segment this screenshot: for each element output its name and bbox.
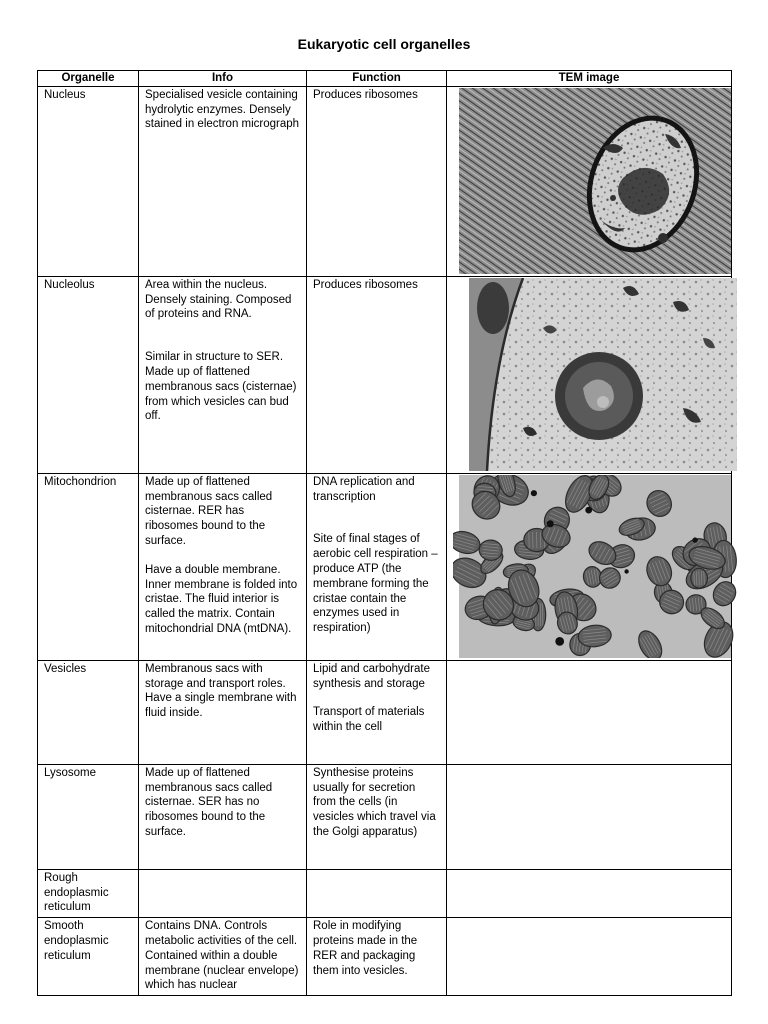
mitochondria-micrograph (453, 475, 737, 658)
function-cell (307, 660, 447, 764)
organelle-cell: Smooth endoplasmic reticulum (38, 918, 139, 996)
header-function: Function (307, 71, 447, 87)
function-cell (307, 276, 447, 473)
info-cell (139, 276, 307, 473)
function-text: Synthesise proteins usually for secretion from the cells (in vesicles which travel via the Golgi apparatus) (313, 766, 436, 838)
table-row (38, 473, 732, 660)
tem-image-cell (447, 473, 732, 660)
function-cell (307, 869, 447, 917)
organelle-cell: Rough endoplasmic reticulum (38, 869, 139, 917)
table-row (38, 86, 732, 276)
dense-granule (531, 490, 537, 496)
function-text: Lipid and carbohydrate synthesis and storage (313, 662, 430, 690)
header-info: Info (139, 71, 307, 87)
dense-granule (624, 569, 628, 573)
tem-image-cell (447, 869, 732, 917)
nucleolus-micrograph (453, 278, 737, 471)
page-title: Eukaryotic cell organelles (297, 36, 471, 52)
info-text: Made up of flattened membranous sacs called cisternae. RER has ribosomes bound to the surface. (145, 475, 273, 547)
function-text: Site of final stages of aerobic cell respiration – produce ATP (the membrane forming the cristae contain the enzymes used in respiration) (313, 533, 438, 635)
function-text: Produces ribosomes (313, 278, 418, 291)
function-text: DNA replication and transcription (313, 475, 415, 503)
tem-image-cell (447, 764, 732, 869)
dense-granule (585, 506, 592, 513)
organelle-cell: Nucleus (38, 86, 139, 276)
header-organelle: Organelle (38, 71, 139, 87)
info-cell (139, 86, 307, 276)
function-cell (307, 86, 447, 276)
function-text: Transport of materials within the cell (313, 706, 425, 734)
table-row (38, 918, 732, 996)
mitochondrion-shape (690, 568, 708, 589)
info-cell (139, 660, 307, 764)
dense-granule (692, 537, 697, 542)
organelle-cell: Vesicles (38, 660, 139, 764)
organelle-cell: Lysosome (38, 764, 139, 869)
nucleus-micrograph (453, 88, 737, 274)
info-text: Membranous sacs with storage and transport roles. Have a single membrane with fluid inside. (145, 662, 297, 720)
info-text: Area within the nucleus. Densely staining. Composed of proteins and RNA. (145, 278, 292, 321)
header-tem-image: TEM image (447, 71, 732, 87)
info-cell (139, 869, 307, 917)
table-row (38, 276, 732, 473)
organelle-table (37, 70, 732, 996)
info-text: Contains DNA. Controls metabolic activities of the cell. Contained within a double membrane (nuclear envelope) which has nuclear (145, 920, 299, 992)
tem-image-cell (447, 86, 732, 276)
organelle-cell: Mitochondrion (38, 473, 139, 660)
info-text: Specialised vesicle containing hydrolytic enzymes. Densely stained in electron micrograph (145, 88, 300, 131)
info-cell (139, 918, 307, 996)
tem-image-cell (447, 660, 732, 764)
table-header-row (38, 71, 732, 87)
info-text: Made up of flattened membranous sacs called cisternae. SER has no ribosomes bound to the surface. (145, 766, 273, 838)
dense-granule (547, 520, 554, 527)
dense-granule (555, 637, 564, 646)
table-row (38, 660, 732, 764)
tem-image-cell (447, 918, 732, 996)
info-text: Similar in structure to SER. Made up of flattened membranous sacs (cisternae) from which vesicles can bud off. (145, 351, 297, 423)
info-text: Have a double membrane. Inner membrane is folded into cristae. The fluid interior is called the matrix. Contain mitochondrial DNA (mtDNA). (145, 563, 298, 635)
function-text: Role in modifying proteins made in the RER and packaging them into vesicles. (313, 920, 418, 977)
function-cell (307, 473, 447, 660)
info-cell (139, 764, 307, 869)
function-text: Produces ribosomes (313, 88, 418, 101)
table-row (38, 764, 732, 869)
function-cell (307, 918, 447, 996)
table-row (38, 869, 732, 917)
info-cell (139, 473, 307, 660)
tem-image-cell (447, 276, 732, 473)
function-cell (307, 764, 447, 869)
organelle-cell: Nucleolus (38, 276, 139, 473)
